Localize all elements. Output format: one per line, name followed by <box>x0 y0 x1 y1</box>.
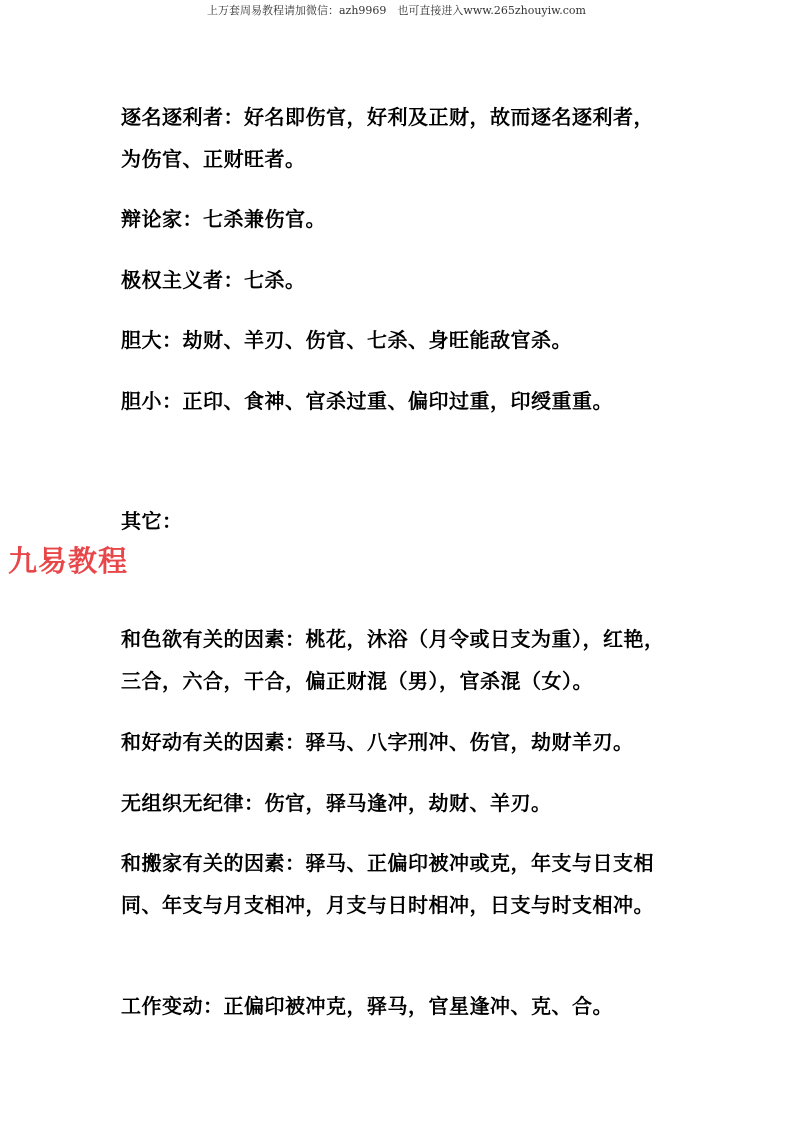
paragraph-line: 同、年支与月支相冲，月支与日时相冲，日支与时支相冲。 <box>121 893 654 917</box>
page-header: 上万套周易教程请加微信：azh9969 也可直接进入www.265zhouyiw.com <box>206 4 586 17</box>
paragraph-bold: 胆大：劫财、羊刃、伤官、七杀、身旺能敌官杀。 <box>121 328 572 352</box>
paragraph-restless-factors: 和好动有关的因素：驿马、八字刑冲、伤官，劫财羊刃。 <box>121 730 634 754</box>
paragraph-fame-profit <box>121 96 681 180</box>
paragraph-lust-factors <box>121 618 681 702</box>
section-heading-other: 其它： <box>121 509 183 533</box>
paragraph-line: 三合，六合，干合，偏正财混（男），官杀混（女）。 <box>121 669 593 693</box>
paragraph-line: 和色欲有关的因素：桃花，沐浴（月令或日支为重），红艳， <box>121 627 665 651</box>
paragraph-line: 和搬家有关的因素：驿马、正偏印被冲或克，年支与日支相 <box>121 851 654 875</box>
paragraph-line: 逐名逐利者：好名即伤官，好利及正财，故而逐名逐利者， <box>121 105 654 129</box>
paragraph-authoritarian: 极权主义者：七杀。 <box>121 268 306 292</box>
paragraph-debater: 辩论家：七杀兼伤官。 <box>121 207 326 231</box>
paragraph-timid: 胆小：正印、食神、官杀过重、偏印过重，印绶重重。 <box>121 389 613 413</box>
paragraph-job-change: 工作变动：正偏印被冲克，驿马，官星逢冲、克、合。 <box>121 994 613 1018</box>
paragraph-line: 为伤官、正财旺者。 <box>121 147 306 171</box>
paragraph-undisciplined: 无组织无纪律：伤官，驿马逢冲，劫财、羊刃。 <box>121 791 552 815</box>
paragraph-moving-factors <box>121 842 681 926</box>
watermark-logo: 九易教程 <box>8 544 129 578</box>
